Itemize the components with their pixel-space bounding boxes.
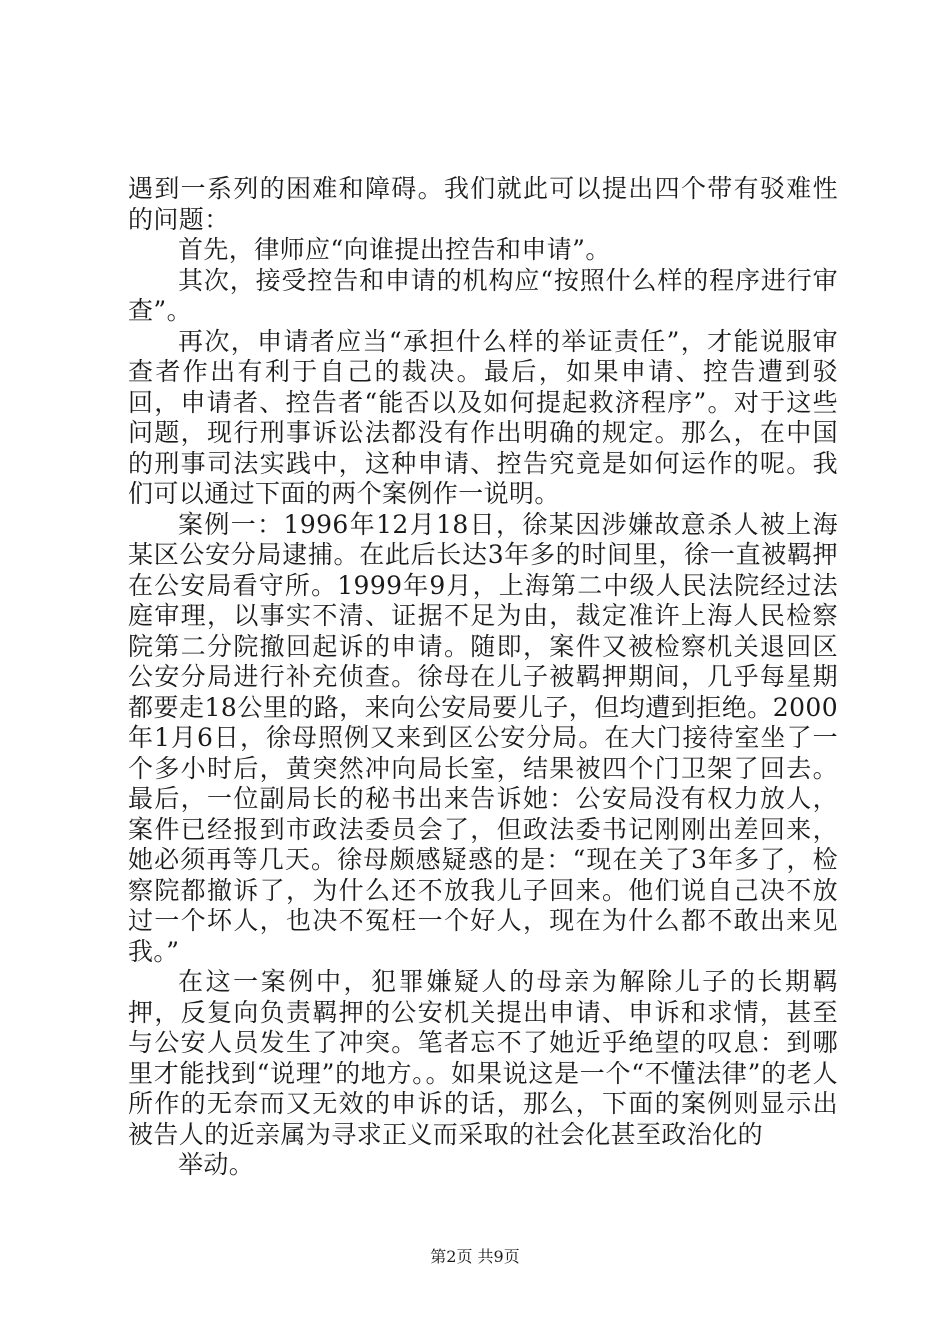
paragraph-continuation: 遇到一系列的困难和障碍。我们就此可以提出四个带有驳难性的问题： bbox=[128, 174, 838, 234]
paragraph-second-question: 其次，接受控告和申请的机构应“按照什么样的程序进行审查”。 bbox=[128, 265, 838, 325]
paragraph-case-analysis: 在这一案例中，犯罪嫌疑人的母亲为解除儿子的长期羁押，反复向负责羁押的公安机关提出申请、申诉和求情，甚至与公安人员发生了冲突。笔者忘不了她近乎绝望的叹息：到哪里才能找到“说理”的地方。。如果说这是一个“不懂法律”的老人所作的无奈而又无效的申诉的话，那么，下面的案例则显示出被告人的近亲属为寻求正义而采取的社会化甚至政治化的 bbox=[128, 967, 838, 1149]
paragraph-case-one: 案例一：1996年12月18日，徐某因涉嫌故意杀人被上海某区公安分局逮捕。在此后长达3年多的时间里，徐一直被羁押在公安局看守所。1999年9月，上海第二中级人民法院经过法庭审理，以事实不清、证据不足为由，裁定准许上海人民检察院第二分院撤回起诉的申请。随即，案件又被检察机关退回区公安分局进行补充侦查。徐母在儿子被羁押期间，几乎每星期都要走18公里的路，来向公安局要儿子，但均遭到拒绝。2000年1月6日，徐母照例又来到区公安分局。在大门接待室坐了一个多小时后，黄突然冲向局长室，结果被四个门卫架了回去。最后，一位副局长的秘书出来告诉她：公安局没有权力放人，案件已经报到市政法委员会了，但政法委书记刚刚出差回来，她必须再等几天。徐母颇感疑惑的是：“现在关了3年多了，检察院都撤诉了，为什么还不放我儿子回来。他们说自己决不放过一个坏人，也决不冤枉一个好人，现在为什么都不敢出来见我。” bbox=[128, 509, 838, 966]
paragraph-trailing: 举动。 bbox=[178, 1150, 255, 1179]
body-text bbox=[128, 174, 838, 1181]
paragraph-first-question: 首先，律师应“向谁提出控告和申请”。 bbox=[178, 235, 611, 264]
paragraph-third-question: 再次，申请者应当“承担什么样的举证责任”，才能说服审查者作出有利于自己的裁决。最后，如果申请、控告遭到驳回，申请者、控告者“能否以及如何提起救济程序”。对于这些问题，现行刑事诉讼法都没有作出明确的规定。那么，在中国的刑事司法实践中，这种申请、控告究竟是如何运作的呢。我们可以通过下面的两个案例作一说明。 bbox=[128, 326, 838, 508]
page-number-footer: 第2页 共9页 bbox=[430, 1247, 520, 1266]
